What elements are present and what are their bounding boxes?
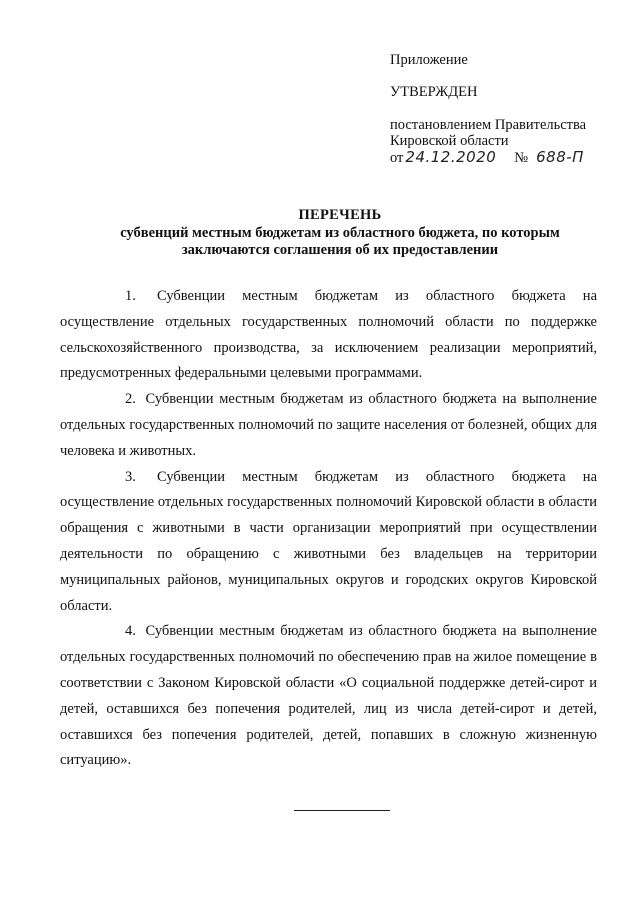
item-number: 2. [125,391,136,408]
resolution-line-2: Кировской области [390,133,509,149]
date-number-line [390,149,620,166]
item-number: 1. [125,288,136,304]
list-item-2 [60,387,597,464]
item-number: 4. [125,623,136,640]
document-heading [50,207,630,260]
approved-label: УТВЕРЖДЕН [390,84,478,100]
heading-line-2: субвенций местным бюджетам из областного бюджета, по которым [120,224,560,241]
appendix-label: Приложение [390,52,468,68]
number-label: № [514,150,529,166]
resolution-line-1: постановлением Правительства [390,117,587,133]
heading-title: ПЕРЕЧЕНЬ [298,207,382,223]
from-label: от [390,150,404,166]
list-item-3 [60,465,597,620]
item-number: 3. [125,468,136,485]
heading-line-3: заключаются соглашения об их предоставлении [181,242,499,258]
handwritten-number: 688-П [536,148,584,166]
item-text: Субвенции местным бюджетам из областного бюджета на выполнение отдельных государственных полномочий по защите населения от болезней, общих для человека и животных. [60,391,597,459]
approval-block [390,52,620,166]
list-item-1 [60,284,597,387]
list-item-4 [60,619,597,774]
document-body [60,284,597,774]
item-text: Субвенции местным бюджетам из областного бюджета на осуществление отдельных государственных полномочий области по поддержке сельскохозяйственного производства, за исключением реализации мероприятий, предусмотренных федеральными целевыми программами. [60,288,597,382]
item-text: Субвенции местным бюджетам из областного бюджета на выполнение отдельных государственных полномочий по обеспечению прав на жилое помещение в соответствии с Законом Кировской области «О социальной поддержке детей-сирот и детей, оставшихся без попечения родителей, лиц из числа детей-сирот и детей, оставшихся без попечения родителей, детей, попавших в сложную жизненную ситуацию». [60,623,597,769]
handwritten-date: 24.12.2020 [405,148,497,166]
item-text: Субвенции местным бюджетам из областного бюджета на осуществление отдельных государственных полномочий Кировской области в области обращения с животными в части организации мероприятий при осуществлении деятельности по обращению с животными без владельцев на территории муниципальных районов, муниципальных округов и городских округов Кировской области. [60,468,597,614]
closing-divider [294,810,390,811]
